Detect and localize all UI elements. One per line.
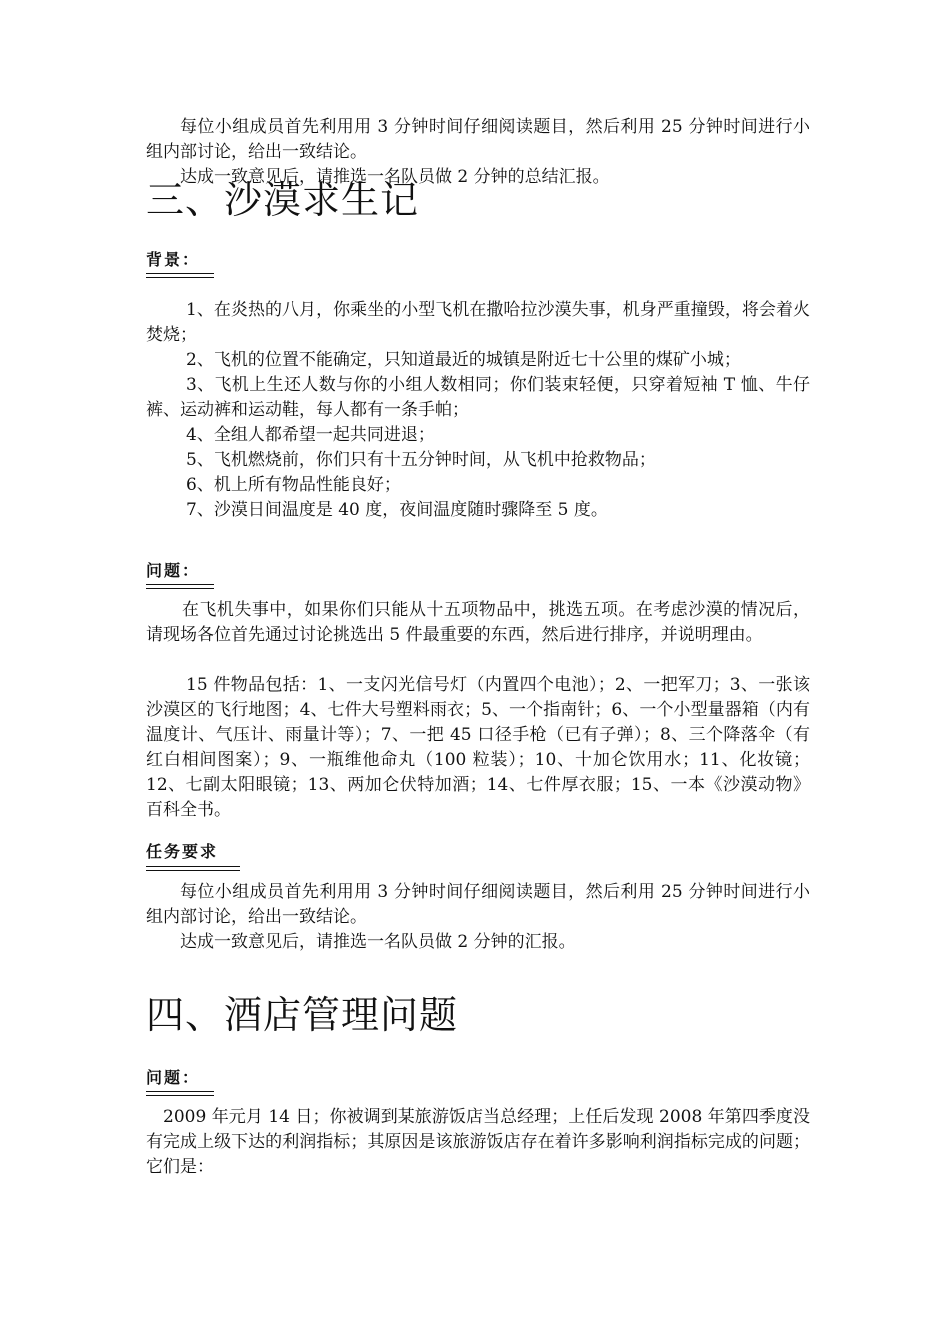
section-four-paragraph-1: 2009 年元月 14 日；你被调到某旅游饭店当总经理；上任后发现 2008 年第四季度没有完成上级下达的利润指标；其原因是该旅游饭店存在着许多影响利润指标完成的问题；它们是： [146, 1107, 810, 1177]
background-item-5: 5、飞机燃烧前，你们只有十五分钟时间，从飞机中抢救物品； [186, 450, 656, 470]
question-label: 问题： [146, 561, 201, 580]
task-label-underline [146, 866, 240, 871]
task-paragraph-1: 每位小组成员首先利用用 3 分钟时间仔细阅读题目，然后利用 25 分钟时间进行小组内部讨论，给出一致结论。 [146, 882, 810, 927]
question-paragraph-1: 在飞机失事中，如果你们只能从十五项物品中，挑选五项。在考虑沙漠的情况后，请现场各位首先通过讨论挑选出 5 件最重要的东西，然后进行排序，并说明理由。 [146, 600, 810, 645]
task-label: 任务要求 [146, 842, 219, 861]
background-item-3: 3、飞机上生还人数与你的小组人数相同；你们装束轻便，只穿着短袖 T 恤、牛仔裤、运动裤和运动鞋，每人都有一条手帕； [146, 375, 810, 420]
intro-paragraph-2: 达成一致意见后，请推选一名队员做 2 分钟的总结汇报。 [180, 167, 610, 187]
section-three-title: 三、沙漠求生记 [146, 178, 420, 222]
task-paragraph-2: 达成一致意见后，请推选一名队员做 2 分钟的汇报。 [180, 932, 576, 952]
background-item-1: 1、在炎热的八月，你乘坐的小型飞机在撒哈拉沙漠失事，机身严重撞毁，将会着火焚烧； [146, 300, 810, 345]
question-label-underline [146, 584, 214, 589]
background-item-2: 2、飞机的位置不能确定，只知道最近的城镇是附近七十公里的煤矿小城； [186, 350, 741, 370]
section-four-title: 四、酒店管理问题 [146, 993, 459, 1037]
background-label: 背景： [146, 250, 201, 269]
intro-paragraph-1: 每位小组成员首先利用用 3 分钟时间仔细阅读题目，然后利用 25 分钟时间进行小组内部讨论，给出一致结论。 [146, 117, 810, 162]
section-four-question-underline [146, 1091, 214, 1096]
background-item-6: 6、机上所有物品性能良好； [186, 475, 401, 495]
background-item-7: 7、沙漠日间温度是 40 度，夜间温度随时骤降至 5 度。 [186, 500, 608, 520]
background-label-underline [146, 273, 214, 278]
items-list-paragraph: 15 件物品包括：1、一支闪光信号灯（内置四个电池）；2、一把军刀；3、一张该沙漠区的飞行地图；4、七件大号塑料雨衣；5、一个指南针；6、一个小型量器箱（内有温度计、气压计、雨量计等）；7、一把 45 口径手枪（已有子弹）；8、三个降落伞（有红白相间图案）；9、一瓶维他命丸（100 粒装）；10、十加仑饮用水；11、化妆镜；12、七副太阳眼镜；13、两加仑伏特加酒；14、七件厚衣服；15、一本《沙漠动物》百科全书。 [146, 675, 810, 820]
section-four-question-label: 问题： [146, 1068, 201, 1087]
background-item-4: 4、全组人都希望一起共同进退； [186, 425, 435, 445]
